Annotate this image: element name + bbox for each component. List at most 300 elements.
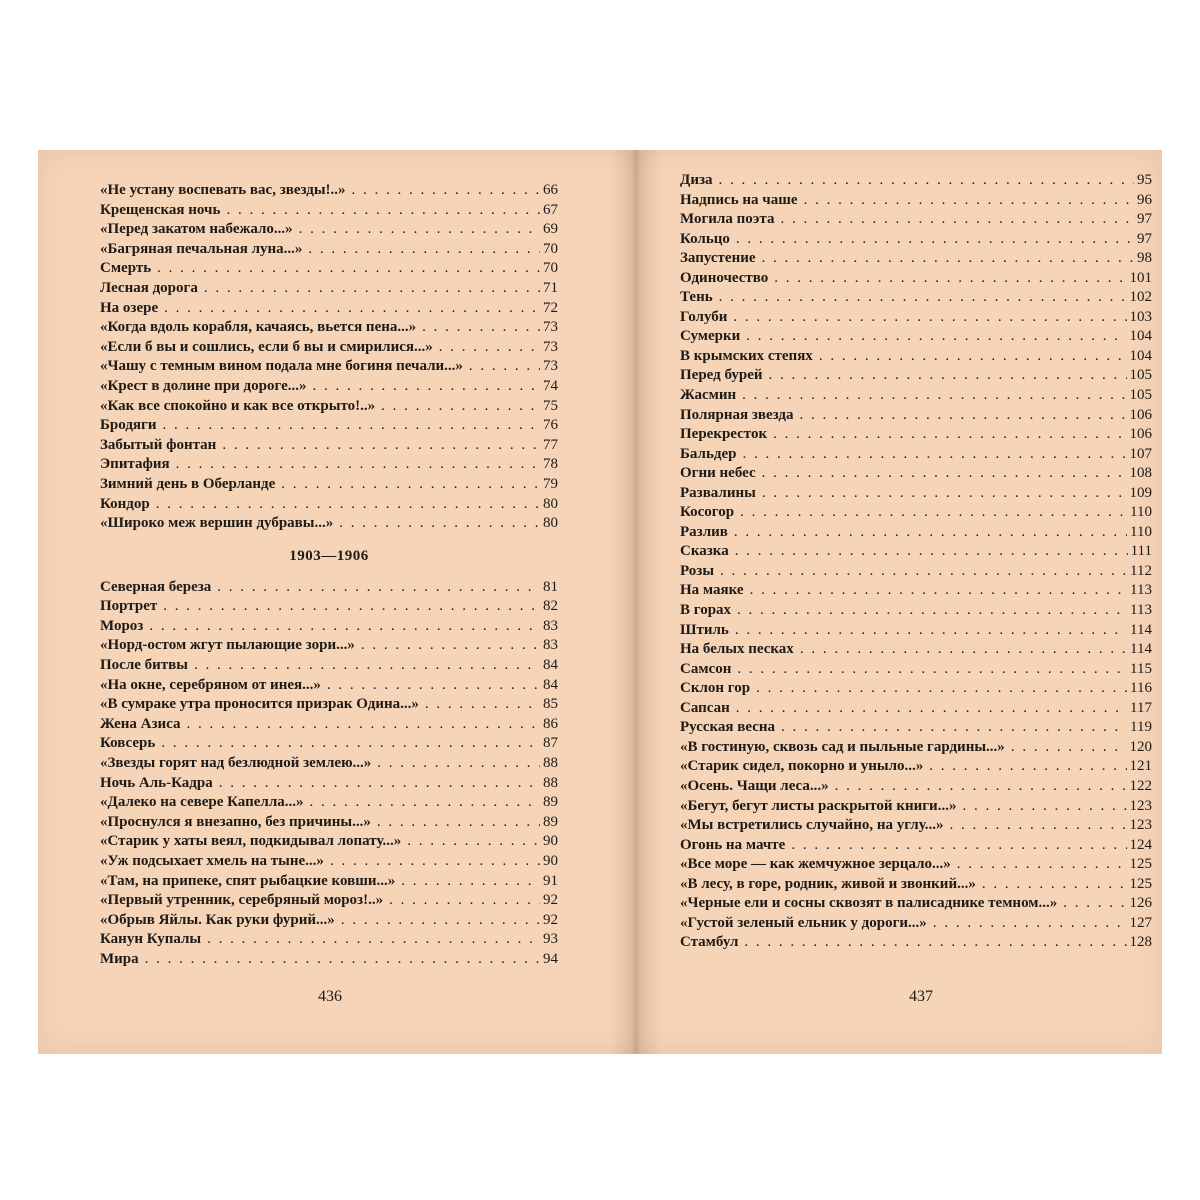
- toc-entry-title: Склон гор: [680, 680, 751, 697]
- dot-leader: [163, 598, 540, 615]
- toc-entry-page: 112: [1130, 562, 1152, 579]
- toc-entry-title: Могила поэта: [680, 211, 775, 228]
- toc-entry-page: 83: [543, 637, 558, 654]
- toc-entry-title: Жасмин: [680, 387, 737, 404]
- dot-leader: [157, 260, 540, 277]
- toc-entry-title: Мороз: [100, 617, 144, 634]
- toc-entry: [680, 700, 1152, 720]
- toc-entry-page: 125: [1129, 875, 1152, 892]
- toc-entry-page: 121: [1129, 758, 1152, 775]
- toc-entry: [100, 716, 558, 736]
- toc-entry-page: 119: [1130, 719, 1152, 736]
- dot-leader: [933, 915, 1127, 932]
- dot-leader: [161, 735, 540, 752]
- toc-entry-page: 90: [543, 833, 558, 850]
- dot-leader: [204, 280, 540, 297]
- toc-entry-title: Голуби: [680, 308, 728, 325]
- toc-entry-page: 109: [1129, 484, 1152, 501]
- toc-entry-page: 101: [1129, 269, 1152, 286]
- toc-entry-page: 97: [1137, 211, 1152, 228]
- toc-entry: [680, 426, 1152, 446]
- toc-entry: [680, 524, 1152, 544]
- toc-entry-title: «Крест в долине при дороге...»: [100, 377, 307, 394]
- dot-leader: [439, 339, 540, 356]
- toc-entry-page: 106: [1129, 426, 1152, 443]
- dot-leader: [327, 677, 540, 694]
- dot-leader: [744, 934, 1126, 951]
- toc-entry-page: 123: [1129, 797, 1152, 814]
- toc-entry: [680, 192, 1152, 212]
- toc-entry-title: «В сумраке утра проносится призрак Одина...»: [100, 696, 419, 713]
- dot-leader: [149, 618, 540, 635]
- dot-leader: [774, 270, 1126, 287]
- toc-entry: [680, 661, 1152, 681]
- toc-entry-page: 93: [543, 931, 558, 948]
- toc-entry-title: В горах: [680, 602, 732, 619]
- toc-entry-title: «Осень. Чащи леса...»: [680, 777, 829, 794]
- toc-entry-title: «Первый утренник, серебряный мороз!..»: [100, 892, 384, 909]
- toc-entry: [100, 496, 558, 516]
- toc-entry-title: На маяке: [680, 582, 744, 599]
- toc-entry: [680, 582, 1152, 602]
- toc-entry: [100, 437, 558, 457]
- dot-leader: [737, 602, 1127, 619]
- dot-leader: [219, 775, 540, 792]
- toc-entry: [100, 339, 558, 359]
- toc-entry-title: «Норд-остом жгут пылающие зори...»: [100, 637, 355, 654]
- toc-entry-title: «Уж подсыхает хмель на тыне...»: [100, 853, 324, 869]
- dot-leader: [736, 231, 1134, 248]
- dot-leader: [469, 358, 540, 375]
- dot-leader: [800, 641, 1127, 658]
- toc-entry-title: Огни небес: [680, 465, 756, 482]
- toc-entry-title: Разлив: [680, 523, 728, 540]
- toc-entry-title: Огонь на мачте: [680, 836, 786, 853]
- toc-entry: [100, 775, 558, 795]
- toc-entry-title: «Багряная печальная луна...»: [100, 240, 303, 257]
- toc-entry: [100, 241, 558, 261]
- toc-entry-page: 110: [1130, 504, 1152, 521]
- toc-entry: [100, 657, 558, 677]
- toc-entry-title: Бродяги: [100, 417, 157, 434]
- dot-leader: [957, 856, 1127, 873]
- dot-leader: [756, 680, 1127, 697]
- toc-entry-title: Забытый фонтан: [100, 436, 217, 453]
- toc-entry-title: На белых песках: [680, 641, 794, 658]
- toc-entry-page: 79: [543, 475, 558, 492]
- toc-entry: [100, 931, 558, 951]
- toc-entry-page: 67: [543, 201, 558, 218]
- toc-entry-title: «Густой зеленый ельник у дороги...»: [680, 914, 927, 931]
- toc-entry: [680, 367, 1152, 387]
- toc-entry-title: «В гостиную, сквозь сад и пыльные гардины...»: [680, 738, 1005, 755]
- toc-entry-title: После битвы: [100, 657, 188, 674]
- toc-entry: [680, 778, 1152, 798]
- toc-entry-title: Канун Купалы: [100, 931, 202, 948]
- dot-leader: [381, 398, 540, 415]
- dot-leader: [742, 446, 1126, 463]
- toc-entry: [100, 735, 558, 755]
- toc-entry: [680, 680, 1152, 700]
- toc-entry: [100, 476, 558, 496]
- right-page-toc: [680, 172, 1152, 954]
- dot-leader: [835, 778, 1127, 795]
- toc-entry: [100, 892, 558, 912]
- dot-leader: [962, 798, 1126, 815]
- toc-entry: [100, 853, 558, 873]
- dot-leader: [781, 719, 1127, 736]
- toc-entry-page: 70: [543, 260, 558, 277]
- toc-entry: [680, 876, 1152, 896]
- toc-entry: [100, 814, 558, 834]
- toc-entry-title: «Черные ели и сосны сквозят в палисаднике темном...»: [680, 895, 1058, 912]
- toc-entry-page: 69: [543, 221, 558, 238]
- toc-entry-title: Стамбул: [680, 934, 739, 951]
- toc-entry-page: 71: [543, 279, 558, 296]
- dot-leader: [733, 309, 1126, 326]
- toc-entry-page: 105: [1129, 387, 1152, 404]
- toc-entry-title: Диза: [680, 172, 713, 188]
- book-gutter: [610, 150, 662, 1054]
- toc-entry-title: «Бегут, бегут листы раскрытой книги...»: [680, 797, 957, 814]
- toc-entry-title: Мира: [100, 950, 139, 967]
- toc-entry-title: Сумерки: [680, 328, 741, 345]
- toc-entry: [680, 798, 1152, 818]
- toc-entry-page: 66: [543, 182, 558, 198]
- toc-entry-title: На озере: [100, 299, 159, 316]
- toc-entry-title: Сапсан: [680, 699, 730, 716]
- toc-entry: [680, 563, 1152, 583]
- toc-entry-page: 78: [543, 456, 558, 473]
- toc-entry-page: 113: [1130, 602, 1152, 619]
- toc-entry-page: 113: [1130, 582, 1152, 599]
- toc-entry-title: «Если б вы и сошлись, если б вы и смирилися...»: [100, 338, 433, 355]
- dot-leader: [313, 378, 540, 395]
- toc-entry-page: 94: [543, 950, 558, 967]
- dot-leader: [1011, 739, 1127, 756]
- toc-entry-title: Зимний день в Оберланде: [100, 475, 276, 492]
- toc-entry-page: 85: [543, 696, 558, 713]
- dot-leader: [308, 241, 540, 258]
- right-page-number: 437: [909, 988, 933, 1005]
- toc-entry-title: Северная береза: [100, 578, 212, 595]
- toc-entry: [680, 719, 1152, 739]
- toc-entry: [680, 309, 1152, 329]
- toc-entry: [680, 934, 1152, 954]
- toc-entry-page: 83: [543, 617, 558, 634]
- toc-entry-page: 114: [1130, 621, 1152, 638]
- toc-entry: [680, 328, 1152, 348]
- toc-entry-page: 122: [1129, 777, 1152, 794]
- toc-entry-page: 86: [543, 715, 558, 732]
- toc-entry: [100, 260, 558, 280]
- toc-entry-page: 127: [1129, 914, 1152, 931]
- toc-entry-title: Розы: [680, 562, 715, 579]
- dot-leader: [762, 485, 1127, 502]
- dot-leader: [799, 407, 1126, 424]
- toc-entry-title: «Когда вдоль корабля, качаясь, вьется пена...»: [100, 319, 417, 336]
- toc-entry: [100, 456, 558, 476]
- toc-entry-page: 117: [1130, 699, 1152, 716]
- toc-entry-title: «Чашу с темным вином подала мне богиня печали...»: [100, 358, 463, 375]
- toc-entry-page: 103: [1129, 308, 1152, 325]
- dot-leader: [425, 696, 540, 713]
- toc-entry: [680, 641, 1152, 661]
- toc-entry-title: «Далеко на севере Капелла...»: [100, 794, 304, 811]
- dot-leader: [737, 661, 1127, 678]
- dot-leader: [719, 172, 1135, 189]
- toc-entry: [100, 598, 558, 618]
- toc-entry-page: 88: [543, 774, 558, 791]
- toc-entry-title: Самсон: [680, 660, 732, 677]
- toc-entry-title: Кольцо: [680, 230, 730, 247]
- toc-entry-page: 90: [543, 853, 558, 869]
- toc-entry-title: Надпись на чаше: [680, 191, 798, 208]
- toc-entry-title: «Все море — как жемчужное зерцало...»: [680, 856, 951, 873]
- toc-entry-page: 104: [1129, 328, 1152, 345]
- toc-entry: [100, 378, 558, 398]
- toc-entry-title: Бальдер: [680, 445, 737, 462]
- toc-entry-title: «Старик у хаты веял, подкидывал лопату...»: [100, 833, 402, 850]
- dot-leader: [734, 524, 1127, 541]
- toc-entry-page: 89: [543, 794, 558, 811]
- toc-entry-page: 81: [543, 578, 558, 595]
- toc-entry-title: Кондор: [100, 495, 150, 512]
- toc-entry-page: 111: [1130, 543, 1152, 560]
- toc-entry-page: 114: [1130, 641, 1152, 658]
- toc-entry-title: Перед бурей: [680, 367, 763, 384]
- dot-leader: [194, 657, 540, 674]
- toc-entry-page: 124: [1129, 836, 1152, 853]
- toc-entry-title: Крещенская ночь: [100, 201, 221, 218]
- toc-entry: [680, 387, 1152, 407]
- toc-entry-page: 116: [1130, 680, 1152, 697]
- dot-leader: [164, 300, 540, 317]
- toc-entry: [100, 221, 558, 241]
- toc-entry: [680, 485, 1152, 505]
- toc-entry-page: 88: [543, 755, 558, 772]
- dot-leader: [341, 912, 540, 929]
- toc-entry-title: Смерть: [100, 260, 152, 277]
- dot-leader: [186, 716, 540, 733]
- dot-leader: [377, 814, 540, 831]
- toc-entry: [680, 348, 1152, 368]
- toc-entry: [680, 895, 1152, 915]
- toc-entry-title: «Проснулся я внезапно, без причины...»: [100, 813, 371, 830]
- toc-entry: [680, 622, 1152, 642]
- dot-leader: [422, 319, 540, 336]
- toc-entry-page: 84: [543, 676, 558, 693]
- toc-entry: [680, 289, 1152, 309]
- toc-entry: [100, 280, 558, 300]
- toc-entry-title: «Мы встретились случайно, на углу...»: [680, 817, 944, 834]
- dot-leader: [949, 817, 1126, 834]
- toc-entry: [100, 358, 558, 378]
- toc-entry-title: «Широко меж вершин дубравы...»: [100, 515, 334, 532]
- toc-entry: [680, 543, 1152, 563]
- toc-entry: [100, 398, 558, 418]
- dot-leader: [176, 456, 540, 473]
- toc-entry-page: 70: [543, 240, 558, 257]
- toc-entry: [100, 579, 558, 599]
- dot-leader: [982, 876, 1127, 893]
- dot-leader: [162, 417, 540, 434]
- toc-entry-page: 96: [1137, 191, 1152, 208]
- toc-entry-page: 74: [543, 377, 558, 394]
- toc-entry-title: Ковсерь: [100, 735, 156, 752]
- toc-entry: [100, 873, 558, 893]
- dot-leader: [736, 700, 1127, 717]
- dot-leader: [222, 437, 540, 454]
- toc-entry-title: «Обрыв Яйлы. Как руки фурий...»: [100, 911, 335, 928]
- toc-entry: [100, 319, 558, 339]
- dot-leader: [780, 211, 1134, 228]
- toc-entry: [100, 417, 558, 437]
- dot-leader: [762, 250, 1134, 267]
- toc-entry-title: Лесная дорога: [100, 279, 198, 296]
- dot-leader: [773, 426, 1126, 443]
- toc-entry-page: 126: [1129, 895, 1152, 912]
- dot-leader: [217, 579, 540, 596]
- toc-entry: [680, 465, 1152, 485]
- toc-entry: [680, 739, 1152, 759]
- toc-entry-page: 89: [543, 813, 558, 830]
- dot-leader: [819, 348, 1127, 365]
- toc-entry: [680, 602, 1152, 622]
- dot-leader: [719, 289, 1127, 306]
- toc-entry-page: 92: [543, 911, 558, 928]
- toc-entry-title: Одиночество: [680, 269, 769, 286]
- toc-entry: [680, 407, 1152, 427]
- toc-entry: [680, 250, 1152, 270]
- dot-leader: [352, 182, 540, 199]
- dot-leader: [299, 221, 540, 238]
- toc-entry-title: Штиль: [680, 621, 729, 638]
- toc-entry-page: 80: [543, 515, 558, 532]
- toc-entry-title: «Там, на припеке, спят рыбацкие ковши...»: [100, 872, 396, 889]
- toc-entry-title: Косогор: [680, 504, 735, 521]
- dot-leader: [309, 794, 540, 811]
- toc-entry: [100, 202, 558, 222]
- toc-entry-page: 128: [1129, 934, 1152, 951]
- dot-leader: [281, 476, 540, 493]
- dot-leader: [746, 328, 1126, 345]
- toc-entry-page: 108: [1129, 465, 1152, 482]
- toc-entry: [100, 951, 558, 971]
- toc-entry-page: 91: [543, 872, 558, 889]
- dot-leader: [330, 853, 540, 870]
- toc-entry: [100, 515, 558, 535]
- toc-entry-title: Сказка: [680, 543, 729, 560]
- dot-leader: [769, 367, 1127, 384]
- toc-entry: [100, 618, 558, 638]
- book-spread: [38, 150, 1162, 1054]
- toc-entry-title: Полярная звезда: [680, 406, 794, 423]
- toc-entry: [680, 915, 1152, 935]
- toc-entry: [680, 758, 1152, 778]
- toc-entry-page: 120: [1129, 738, 1152, 755]
- toc-entry-title: Перекресток: [680, 426, 768, 443]
- toc-entry-page: 87: [543, 735, 558, 752]
- toc-entry-title: Русская весна: [680, 719, 776, 736]
- toc-entry: [680, 817, 1152, 837]
- dot-leader: [401, 873, 540, 890]
- toc-entry: [680, 837, 1152, 857]
- toc-entry: [680, 172, 1152, 192]
- toc-entry: [680, 231, 1152, 251]
- toc-entry-page: 92: [543, 892, 558, 909]
- toc-entry-page: 72: [543, 299, 558, 316]
- dot-leader: [804, 192, 1134, 209]
- toc-entry-page: 125: [1129, 856, 1152, 873]
- toc-entry-title: «Перед закатом набежало...»: [100, 221, 293, 238]
- toc-entry-page: 73: [543, 358, 558, 375]
- toc-entry: [100, 300, 558, 320]
- toc-entry-page: 105: [1129, 367, 1152, 384]
- toc-entry-page: 98: [1137, 250, 1152, 267]
- toc-entry-title: Эпитафия: [100, 456, 170, 473]
- dot-leader: [929, 758, 1126, 775]
- toc-entry: [100, 833, 558, 853]
- toc-entry-title: Портрет: [100, 598, 158, 615]
- toc-entry-page: 97: [1137, 230, 1152, 247]
- dot-leader: [750, 582, 1127, 599]
- toc-entry-page: 95: [1137, 172, 1152, 188]
- toc-entry-title: Жена Азиса: [100, 715, 181, 732]
- dot-leader: [791, 837, 1126, 854]
- dot-leader: [407, 833, 540, 850]
- left-page-toc: [100, 182, 558, 971]
- toc-entry: [680, 504, 1152, 524]
- dot-leader: [156, 496, 540, 513]
- toc-entry-page: 76: [543, 417, 558, 434]
- dot-leader: [377, 755, 540, 772]
- dot-leader: [735, 622, 1127, 639]
- dot-leader: [1063, 895, 1126, 912]
- dot-leader: [740, 504, 1127, 521]
- toc-entry-title: «В лесу, в горе, родник, живой и звонкий...»: [680, 875, 976, 892]
- toc-entry-title: Развалины: [680, 484, 756, 501]
- toc-entry-title: «Старик сидел, покорно и уныло...»: [680, 758, 924, 775]
- toc-entry-page: 75: [543, 397, 558, 414]
- toc-entry-title: Ночь Аль-Кадра: [100, 774, 213, 791]
- dot-leader: [361, 637, 540, 654]
- toc-entry-page: 84: [543, 657, 558, 674]
- dot-leader: [389, 892, 540, 909]
- toc-entry-title: В крымских степях: [680, 347, 813, 364]
- toc-entry-page: 80: [543, 495, 558, 512]
- toc-entry-title: «Как все спокойно и как все открыто!..»: [100, 397, 376, 414]
- dot-leader: [720, 563, 1127, 580]
- dot-leader: [145, 951, 540, 968]
- toc-entry-page: 115: [1130, 660, 1152, 677]
- toc-entry-page: 102: [1129, 289, 1152, 306]
- toc-entry: [100, 677, 558, 697]
- toc-entry-title: «Не устану воспевать вас, звезды!..»: [100, 182, 346, 198]
- toc-entry-title: Запустение: [680, 250, 756, 267]
- toc-entry-page: 82: [543, 598, 558, 615]
- toc-entry-page: 104: [1129, 347, 1152, 364]
- toc-entry-page: 110: [1130, 523, 1152, 540]
- toc-entry-page: 77: [543, 436, 558, 453]
- toc-entry: [100, 696, 558, 716]
- toc-entry-title: «Звезды горят над безлюдной землею...»: [100, 755, 372, 772]
- toc-entry-title: Тень: [680, 289, 713, 306]
- toc-entry: [680, 446, 1152, 466]
- dot-leader: [226, 202, 540, 219]
- toc-entry: [100, 755, 558, 775]
- toc-entry: [680, 211, 1152, 231]
